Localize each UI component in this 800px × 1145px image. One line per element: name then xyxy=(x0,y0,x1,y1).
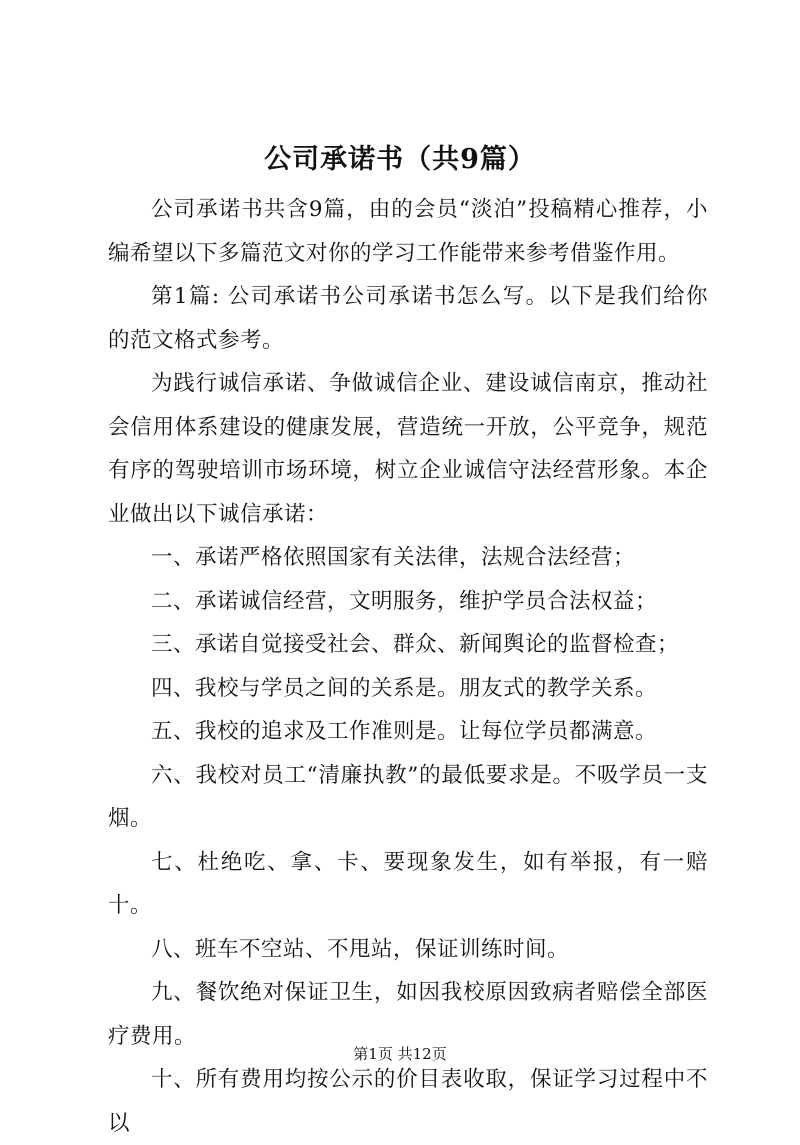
paragraph-item-4: 四、我校与学员之间的关系是。朋友式的教学关系。 xyxy=(151,675,658,701)
paragraph-intro: 公司承诺书共含9篇，由的会员“淡泊”投稿精心推荐，小编希望以下多篇范文对你的学习工作能带来参考借鉴作用。 xyxy=(108,197,708,266)
paragraph-item-6: 六、我校对员工“清廉执教”的最低要求是。不吸学员一支烟。 xyxy=(108,762,708,831)
paragraph-commitment-preamble: 为践行诚信承诺、争做诚信企业、建设诚信南京，推动社会信用体系建设的健康发展，营造统一开放，公平竞争，规范有序的驾驶培训市场环境，树立企业诚信守法经营形象。本企业做出以下诚信承诺： xyxy=(108,371,708,527)
document-body xyxy=(108,188,708,1145)
paragraph-item-9: 九、餐饮绝对保证卫生，如因我校原因致病者赔偿全部医疗费用。 xyxy=(108,980,708,1049)
page-number-footer: 第1页 共12页 xyxy=(353,1045,447,1063)
document-title: 公司承诺书（共9篇） xyxy=(264,144,536,175)
paragraph-item-1: 一、承诺严格依照国家有关法律，法规合法经营； xyxy=(151,545,636,570)
paragraph-item-2: 二、承诺诚信经营，文明服务，维护学员合法权益； xyxy=(151,588,658,614)
paragraph-item-7: 七、杜绝吃、拿、卡、要现象发生，如有举报，有一赔十。 xyxy=(108,849,708,918)
paragraph-item-3: 三、承诺自觉接受社会、群众、新闻舆论的监督检查； xyxy=(151,632,680,657)
paragraph-item-8: 八、班车不空站、不甩站，保证训练时间。 xyxy=(151,936,570,962)
paragraph-part-1-heading: 第1篇: 公司承诺书公司承诺书怎么写。以下是我们给你的范文格式参考。 xyxy=(108,284,708,353)
paragraph-item-5: 五、我校的追求及工作准则是。让每位学员都满意。 xyxy=(151,719,658,744)
paragraph-item-10: 十、所有费用均按公示的价目表收取，保证学习过程中不以 xyxy=(108,1067,708,1136)
